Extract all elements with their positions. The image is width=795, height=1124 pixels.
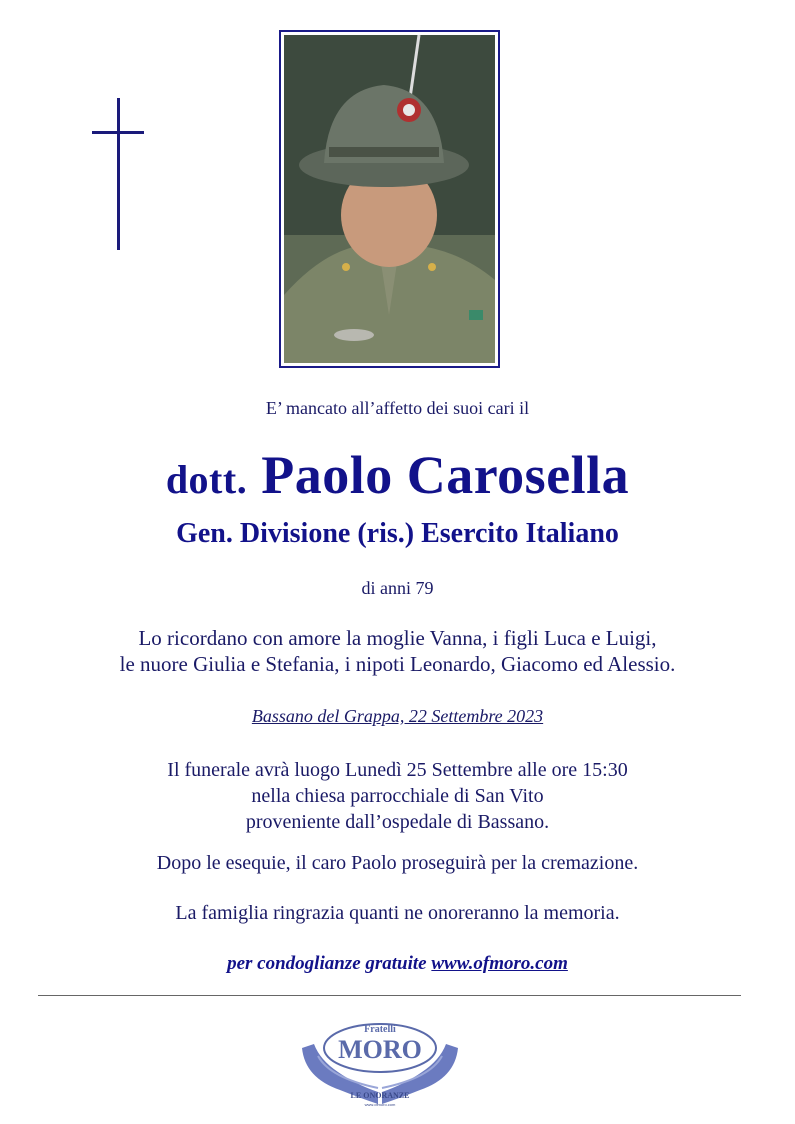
- portrait-photo: [279, 30, 500, 368]
- age-text: di anni 79: [361, 578, 434, 598]
- rank-title: Gen. Divisione (ris.) Esercito Italiano: [176, 518, 619, 549]
- place-date: Bassano del Grappa, 22 Settembre 2023: [251, 706, 544, 726]
- thanks-text: La famiglia ringrazia quanti ne onoreranno la memoria.: [175, 902, 620, 924]
- funeral-info: [0, 757, 795, 835]
- family-line: Lo ricordano con amore la moglie Vanna, i figli Luca e Luigi,: [138, 626, 657, 650]
- condolences: [0, 953, 795, 975]
- hands-logo-icon: [300, 1018, 460, 1108]
- logo-site-text: www.ofmoro.com: [364, 1102, 396, 1107]
- deceased-name: [0, 444, 795, 506]
- portrait-illustration: [284, 35, 495, 363]
- logo-top-text: Fratelli: [364, 1024, 396, 1035]
- logo-main-text: MORO: [338, 1035, 422, 1064]
- after-service-text: Dopo le esequie, il caro Paolo proseguirà per la cremazione.: [156, 852, 639, 874]
- family-line: le nuore Giulia e Stefania, i nipoti Leonardo, Giacomo ed Alessio.: [119, 652, 676, 676]
- logo-bottom-text: LE ONORANZE: [350, 1091, 410, 1100]
- full-name: Paolo Carosella: [261, 445, 630, 505]
- family-text: [0, 625, 795, 677]
- funeral-line: proveniente dall’ospedale di Bassano.: [245, 811, 550, 833]
- funeral-line: nella chiesa parrocchiale di San Vito: [251, 785, 544, 807]
- intro-text: E’ mancato all’affetto dei suoi cari il: [265, 398, 530, 418]
- name-prefix: dott.: [165, 457, 248, 502]
- company-logo: [300, 1018, 460, 1108]
- divider: [38, 995, 741, 996]
- condolences-label: per condoglianze gratuite: [227, 953, 427, 974]
- funeral-line: Il funerale avrà luogo Lunedì 25 Settembre alle ore 15:30: [167, 759, 628, 781]
- condolences-link[interactable]: www.ofmoro.com: [431, 953, 568, 974]
